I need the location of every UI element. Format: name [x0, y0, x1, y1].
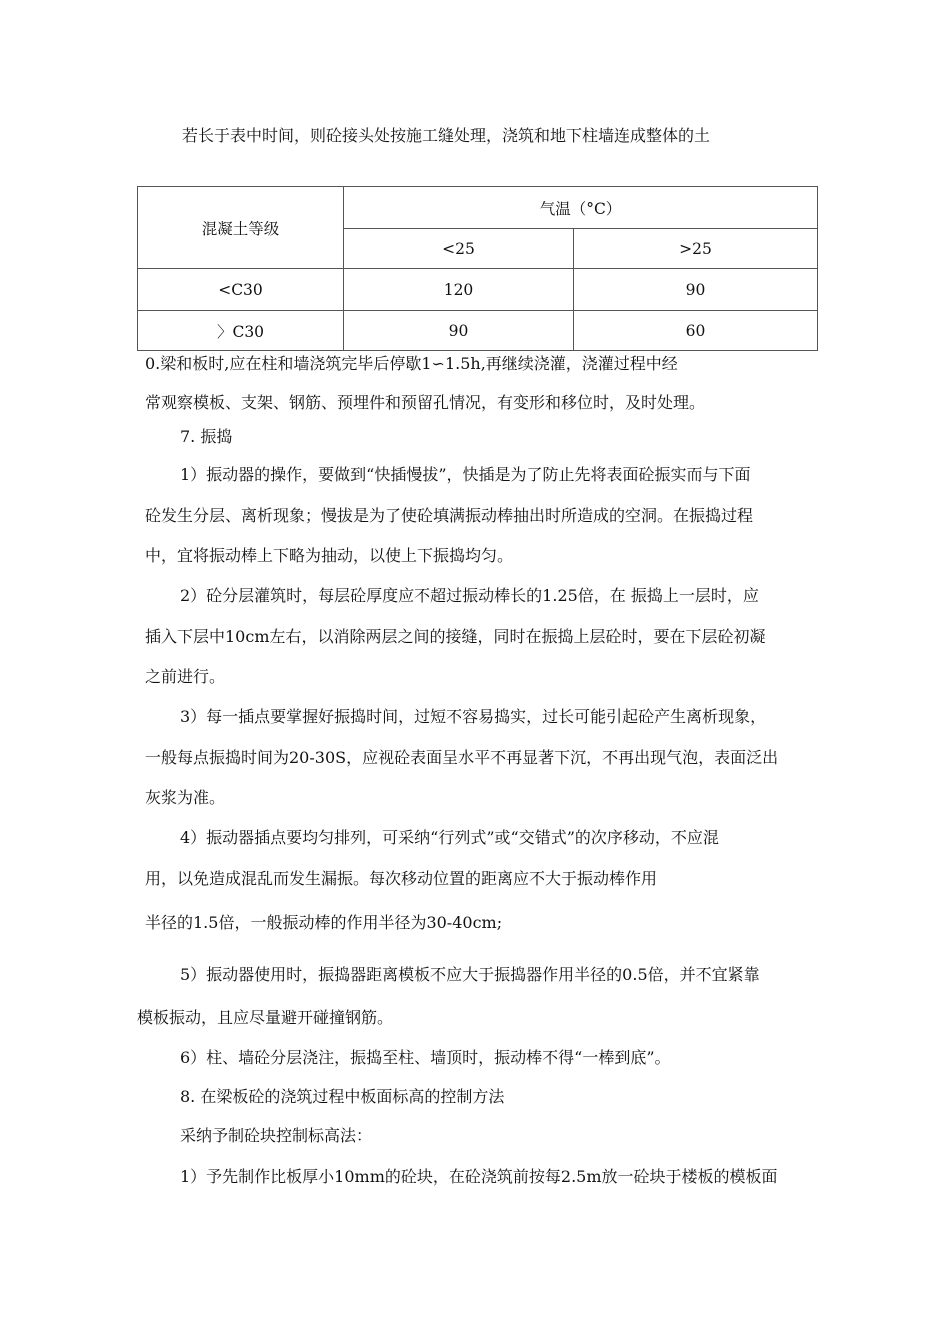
paragraph-line: 常观察模板、支架、钢筋、预埋件和预留孔情况，有变形和移位时，及时处理。 — [145, 393, 706, 412]
paragraph-line: 之前进行。 — [145, 667, 226, 686]
paragraph-line: 3）每一插点要掌握好振捣时间，过短不容易捣实，过长可能引起砼产生离析现象， — [180, 707, 767, 726]
paragraph-line: 半径的1.5倍，一般振动棒的作用半径为30-40cm; — [145, 913, 503, 932]
intro-line: 若长于表中时间，则砼接头处按施工缝处理，浇筑和地下柱墙连成整体的土 — [182, 126, 711, 145]
paragraph-line: 中，宜将振动棒上下略为抽动，以使上下振捣均匀。 — [145, 546, 514, 565]
table-row — [138, 269, 818, 311]
table-row — [138, 311, 818, 351]
temperature-time-table — [137, 186, 818, 351]
section-heading: 7. 振捣 — [180, 427, 233, 446]
grade-cell: 〉C30 — [138, 311, 344, 351]
paragraph-line: 5）振动器使用时，振捣器距离模板不应大于振捣器作用半径的0.5倍，并不宜紧靠 — [180, 965, 760, 984]
paragraph-line: 用，以免造成混乱而发生漏振。每次移动位置的距离应不大于振动棒作用 — [145, 869, 658, 888]
paragraph-line: 采纳予制砼块控制标高法： — [180, 1126, 373, 1145]
header-temperature: 气温（°C） — [344, 187, 818, 229]
paragraph-line: 插入下层中10cm左右，以消除两层之间的接缝，同时在振捣上层砼时，要在下层砼初凝 — [145, 627, 766, 646]
value-cell: 90 — [344, 311, 574, 351]
section-heading: 8. 在梁板砼的浇筑过程中板面标高的控制方法 — [180, 1087, 505, 1106]
paragraph-line: 一般每点振捣时间为20-30S，应视砼表面呈水平不再显著下沉，不再出现气泡，表面泛出 — [145, 748, 779, 767]
paragraph-line: 4）振动器插点要均匀排列，可采纳“行列式”或“交错式”的次序移动，不应混 — [180, 828, 719, 847]
paragraph-line: 灰浆为准。 — [145, 788, 226, 807]
paragraph-line: 2）砼分层灌筑时，每层砼厚度应不超过振动棒长的1.25倍，在 振捣上一层时，应 — [180, 586, 759, 605]
header-temp-col: <25 — [344, 229, 574, 269]
grade-cell: <C30 — [138, 269, 344, 311]
value-cell: 120 — [344, 269, 574, 311]
paragraph-line: 0.梁和板时,应在柱和墙浇筑完毕后停歇1∽1.5h,再继续浇灌，浇灌过程中经 — [145, 354, 678, 373]
header-temp-col: >25 — [574, 229, 818, 269]
paragraph-line: 砼发生分层、离析现象；慢拔是为了使砼填满振动棒抽出时所造成的空洞。在振捣过程 — [145, 506, 754, 525]
paragraph-line: 1）予先制作比板厚小10mm的砼块，在砼浇筑前按每2.5m放一砼块于楼板的模板面 — [180, 1167, 778, 1186]
value-cell: 60 — [574, 311, 818, 351]
paragraph-line: 6）柱、墙砼分层浇注，振捣至柱、墙顶时，振动棒不得“一棒到底”。 — [180, 1048, 671, 1067]
header-grade: 混凝土等级 — [138, 187, 344, 269]
paragraph-line: 模板振动，且应尽量避开碰撞钢筋。 — [137, 1008, 394, 1027]
value-cell: 90 — [574, 269, 818, 311]
paragraph-line: 1）振动器的操作，要做到“快插慢拔”，快插是为了防止先将表面砼振实而与下面 — [180, 465, 751, 484]
